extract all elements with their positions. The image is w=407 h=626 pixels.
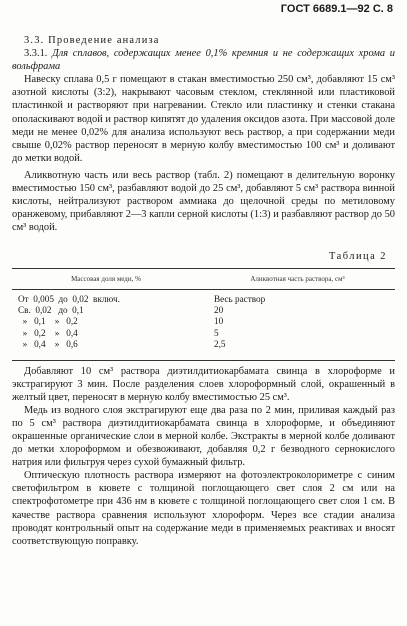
table-cell-aliquot: Весь раствор [214,293,266,304]
table-cell-aliquot: 5 [214,327,219,338]
table-cell-range: Св. 0,02 до 0,1 [18,304,84,315]
table-cell-range: » 0,1 » 0,2 [18,316,78,327]
table-row [12,316,395,327]
table-cell-aliquot: 10 [214,316,224,327]
document-body [12,34,395,548]
table-cell-aliquot: 2,5 [214,339,226,350]
paragraph-4: Медь из водного слоя экстрагируют еще два раза по 2 мин, приливая каждый раз по 5 см³ раствора диэтилдитиокарбамата свинца в хлороформе, и объединяют окрашенные органические слои в мерной колбе. Экстракты в мерной колбе доливают до метки хлороформом и обезвоживают, добавляя 0,2 г безводного сернокислого натрия или фильтруя через сухой бумажный фильтр. [12,404,395,469]
table-cell-aliquot: 20 [214,304,224,315]
page-header: ГОСТ 6689.1—92 С. 8 [280,3,393,15]
subsection-heading [12,47,395,73]
table-cell-range: » 0,4 » 0,6 [18,339,78,350]
section-title: 3.3. Проведение анализа [24,35,160,46]
table-row [12,294,395,305]
table-cell-range: От 0,005 до 0,02 включ. [18,293,120,304]
subsection-title: Для сплавов, содержащих менее 0,1% кремния и не содержащих хрома и вольфрама [12,48,395,73]
table-header [12,269,395,289]
table-header-col2: Аликвотная часть раствора, см³ [250,274,345,283]
paragraph-3: Добавляют 10 см³ раствора диэтилдитиокарбамата свинца в хлороформе и экстрагируют 3 мин. После разделения слоев хлороформный слой, окрашенный в желтый цвет, переносят в мерную колбу вместимостью 25 см³. [12,365,395,403]
subsection-number: 3.3.1. [24,48,48,60]
table-row [12,328,395,339]
table-body [12,290,395,360]
table-row [12,305,395,316]
table-row [12,339,395,350]
paragraph-2: Аликвотную часть или весь раствор (табл. 2) помещают в делительную воронку вместимостью 150 см³, разбавляют водой до 25 см³, добавляют 5 см³ раствора винной кислоты, нейтрализуют раствором аммиака до щелочной среды по метиловому оранжевому, прибавляют 2—3 капли серной кислоты (1:3) и разбавляют раствор до 50 см³ водой. [12,169,395,234]
table-cell-range: » 0,2 » 0,4 [18,327,78,338]
paragraph-5: Оптическую плотность раствора измеряют на фотоэлектроколориметре с синим светофильтром в кювете с толщиной поглощающего свет слоя 2 см или на спектрофотометре при 436 нм в кювете с толщиной поглощающего свет слоя 1 см. В качестве раствора сравнения используют хлороформ. Через все стадии анализа проводят контрольный опыт на содержание меди в применяемых реактивах и вносят соответствующую поправку. [12,470,395,547]
table-title: Таблица 2 [329,251,387,263]
table-header-col1: Массовая доля меди, % [71,274,141,283]
paragraph-1: Навеску сплава 0,5 г помещают в стакан вместимостью 250 см³, добавляют 15 см³ азотной кислоты (3:2), накрывают часовым стеклом, стеклянной или пластиковой пластинкой и растворяют при нагревании. Стекло или пластинку и стенки стакана ополаскивают водой и раствор кипятят до удаления оксидов азота. При массовой доле меди не менее 0,02% для анализа используют весь раствор, а при содержании меди свыше 0,02% раствор переносят в мерную колбу вместимостью 100 см³ и доливают до метки водой. [12,74,395,164]
